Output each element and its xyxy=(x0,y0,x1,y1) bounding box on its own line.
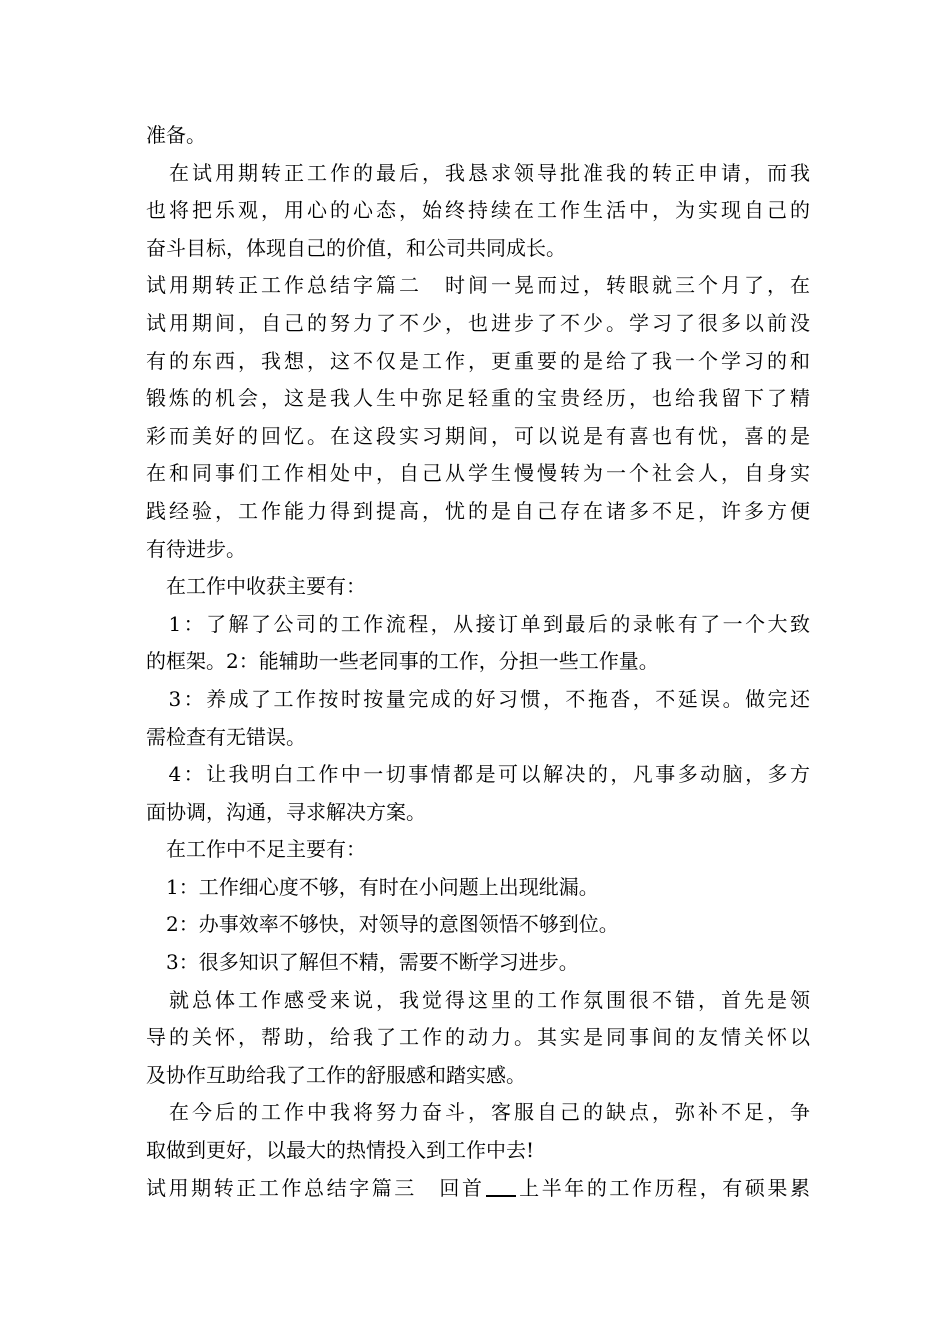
text-line: 在今后的工作中我将努力奋斗，客服自己的缺点，弥补不足，争 xyxy=(146,1100,810,1125)
text-line: 锻炼的机会，这是我人生中弥足轻重的宝贵经历，也给我留下了精 xyxy=(146,386,810,411)
document-page xyxy=(146,117,810,1207)
text-line: 1：工作细心度不够，有时在小问题上出现纰漏。 xyxy=(146,874,599,899)
text-after-blank: 上半年的工作历程，有硕果累 xyxy=(516,1175,811,1200)
text-line: 也将把乐观，用心的心态，始终持续在工作生活中，为实现自己的 xyxy=(146,198,810,223)
text-line: 有的东西，我想，这不仅是工作，更重要的是给了我一个学习的和 xyxy=(146,348,810,373)
text-line: 有待进步。 xyxy=(146,536,246,561)
text-line: 在工作中收获主要有： xyxy=(146,574,366,599)
text-before-blank: 试用期转正工作总结字篇三 回首 xyxy=(146,1175,485,1200)
text-line: 在工作中不足主要有： xyxy=(146,837,366,862)
text-line: 2：办事效率不够快，对领导的意图领悟不够到位。 xyxy=(146,912,619,937)
text-line: 践经验，工作能力得到提高，忧的是自己存在诸多不足，许多方便 xyxy=(146,498,810,523)
text-line: 就总体工作感受来说，我觉得这里的工作氛围很不错，首先是领 xyxy=(146,987,810,1012)
text-line: 导的关怀，帮助，给我了工作的动力。其实是同事间的友情关怀以 xyxy=(146,1025,810,1050)
underline-blank xyxy=(486,1173,516,1197)
text-line: 在试用期转正工作的最后，我恳求领导批准我的转正申请，而我 xyxy=(146,160,810,185)
text-line: 3：很多知识了解但不精，需要不断学习进步。 xyxy=(146,950,579,975)
text-line: 4：让我明白工作中一切事情都是可以解决的，凡事多动脑，多方 xyxy=(146,762,810,787)
text-line: 试用期间，自己的努力了不少，也进步了不少。学习了很多以前没 xyxy=(146,310,810,335)
text-line: 需检查有无错误。 xyxy=(146,724,306,749)
text-line: 取做到更好，以最大的热情投入到工作中去! xyxy=(146,1138,535,1163)
text-line: 在和同事们工作相处中，自己从学生慢慢转为一个社会人，自身实 xyxy=(146,461,810,486)
text-line: 奋斗目标，体现自己的价值，和公司共同成长。 xyxy=(146,235,566,260)
text-line: 准备。 xyxy=(146,123,206,147)
text-line: 的框架。2：能辅助一些老同事的工作，分担一些工作量。 xyxy=(146,649,659,674)
text-line: 面协调，沟通，寻求解决方案。 xyxy=(146,799,426,824)
text-line: 彩而美好的回忆。在这段实习期间，可以说是有喜也有忧，喜的是 xyxy=(146,423,810,448)
text-line-with-blank xyxy=(146,1170,810,1208)
text-line: 1：了解了公司的工作流程，从接订单到最后的录帐有了一个大致 xyxy=(146,611,810,636)
text-line: 及协作互助给我了工作的舒服感和踏实感。 xyxy=(146,1062,526,1087)
text-line: 试用期转正工作总结字篇二 时间一晃而过，转眼就三个月了，在 xyxy=(146,273,810,298)
text-line: 3：养成了工作按时按量完成的好习惯，不拖沓，不延误。做完还 xyxy=(146,686,810,711)
